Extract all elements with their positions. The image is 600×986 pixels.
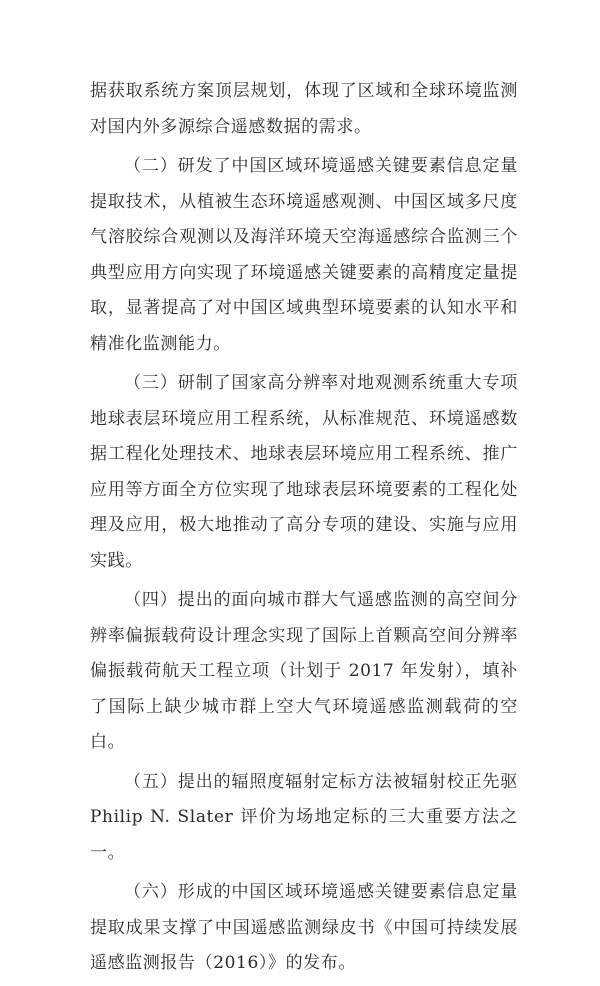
paragraph-item-4: （四）提出的面向城市群大气遥感监测的高空间分辨率偏振载荷设计理念实现了国际上首颗高空间分辨率偏振载荷航天工程立项（计划于 2017 年发射），填补了国际上缺少城市群上空大气环境遥感监测载荷的空白。 (90, 590, 518, 752)
document-body (90, 74, 518, 986)
paragraph-item-6: （六）形成的中国区域环境遥感关键要素信息定量提取成果支撑了中国遥感监测绿皮书《中国可持续发展遥感监测报告（2016）》的发布。 (90, 882, 518, 973)
paragraph-item-5: （五）提出的辐照度辐射定标方法被辐射校正先驱 Philip N. Slater 评价为场地定标的三大重要方法之一。 (90, 771, 518, 863)
paragraph-continuation: 据获取系统方案顶层规划，体现了区域和全球环境监测对国内外多源综合遥感数据的需求。 (90, 81, 518, 137)
paragraph-item-2: （二）研发了中国区域环境遥感关键要素信息定量提取技术，从植被生态环境遥感观测、中国区域多尺度气溶胶综合观测以及海洋环境天空海遥感综合监测三个典型应用方向实现了环境遥感关键要素的高精度定量提取，显著提高了对中国区域典型环境要素的认知水平和精准化监测能力。 (90, 156, 518, 354)
paragraph-item-3: （三）研制了国家高分辨率对地观测系统重大专项地球表层环境应用工程系统，从标准规范、环境遥感数据工程化处理技术、地球表层环境应用工程系统、推广应用等方面全方位实现了地球表层环境要素的工程化处理及应用，极大地推动了高分专项的建设、实施与应用实践。 (90, 373, 518, 571)
